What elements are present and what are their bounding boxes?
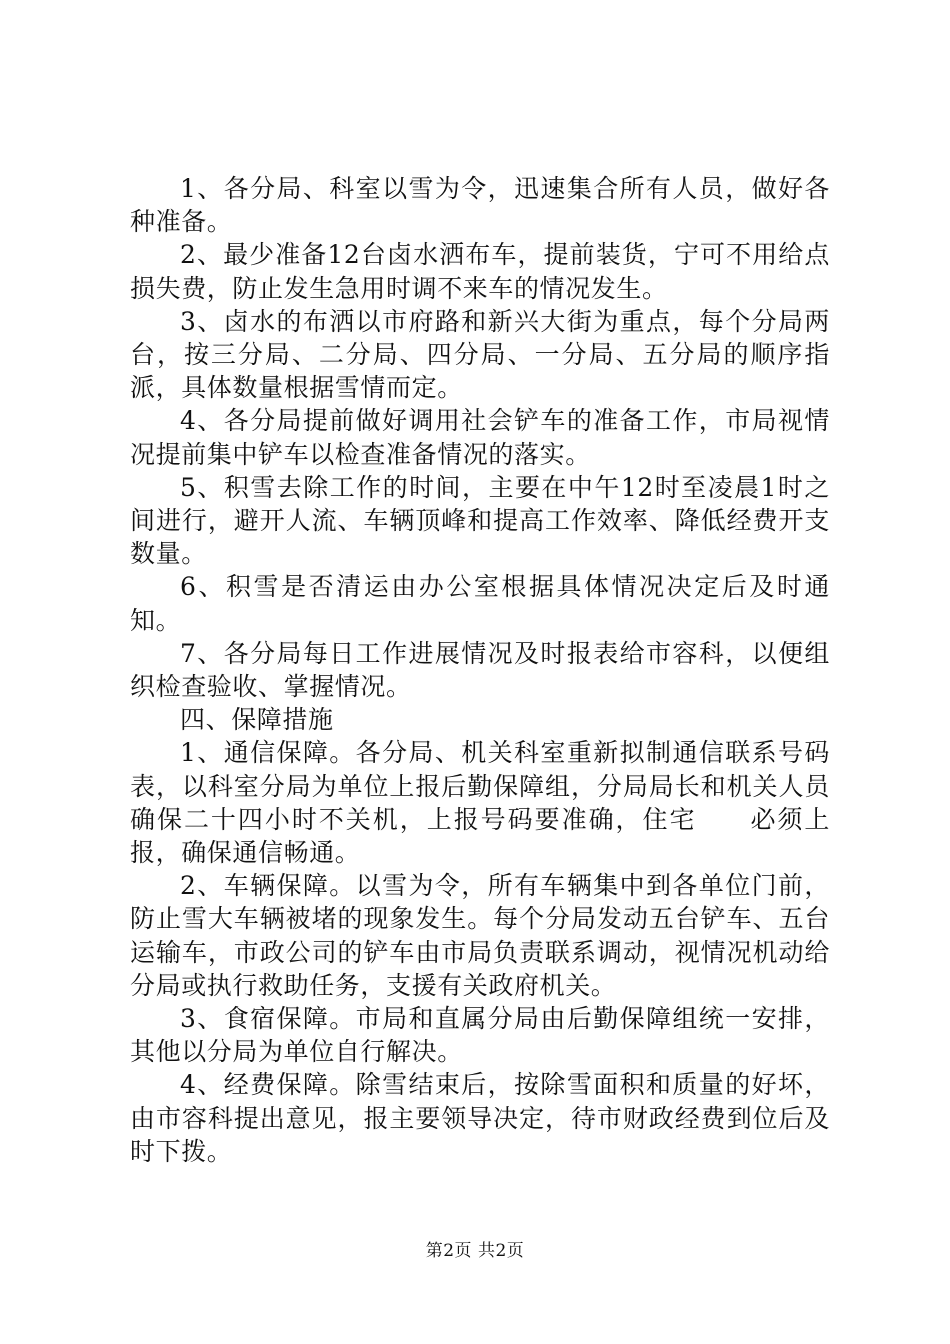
safeguard-vehicles: 2、车辆保障。以雪为令，所有车辆集中到各单位门前，防止雪大车辆被堵的现象发生。每个分局发动五台铲车、五台运输车，市政公司的铲车由市局负责联系调动，视情况机动给分局或执行救助任务，支援有关政府机关。: [130, 871, 830, 1000]
document-body: [130, 172, 830, 1168]
paragraph-item-7: 7、各分局每日工作进展情况及时报表给市容科，以便组织检查验收、掌握情况。: [130, 638, 830, 702]
safeguard-communication: 1、通信保障。各分局、机关科室重新拟制通信联系号码表，以科室分局为单位上报后勤保障组，分局局长和机关人员确保二十四小时不关机，上报号码要准确，住宅 必须上报，确保通信畅通。: [130, 738, 830, 868]
safeguard-funding: 4、经费保障。除雪结束后，按除雪面积和质量的好坏，由市容科提出意见，报主要领导决定，待市财政经费到位后及时下拨。: [130, 1070, 830, 1166]
page-number-footer: 第2页 共2页: [425, 1241, 525, 1261]
paragraph-item-3: 3、卤水的布洒以市府路和新兴大街为重点，每个分局两台，按三分局、二分局、四分局、一分局、五分局的顺序指派，具体数量根据雪情而定。: [130, 306, 830, 403]
paragraph-item-2: 2、最少准备12台卤水洒布车，提前装货，宁可不用给点损失费，防止发生急用时调不来车的情况发生。: [130, 240, 830, 303]
section-heading-safeguards: 四、保障措施: [180, 705, 334, 735]
paragraph-item-5: 5、积雪去除工作的时间，主要在中午12时至凌晨1时之间进行，避开人流、车辆顶峰和提高工作效率、降低经费开支数量。: [130, 472, 830, 569]
safeguard-accommodation: 3、食宿保障。市局和直属分局由后勤保障组统一安排，其他以分局为单位自行解决。: [130, 1004, 830, 1067]
paragraph-item-1: 1、各分局、科室以雪为令，迅速集合所有人员，做好各种准备。: [130, 174, 830, 237]
paragraph-item-4: 4、各分局提前做好调用社会铲车的准备工作，市局视情况提前集中铲车以检查准备情况的落实。: [130, 406, 830, 469]
paragraph-item-6: 6、积雪是否清运由办公室根据具体情况决定后及时通知。: [130, 572, 830, 635]
